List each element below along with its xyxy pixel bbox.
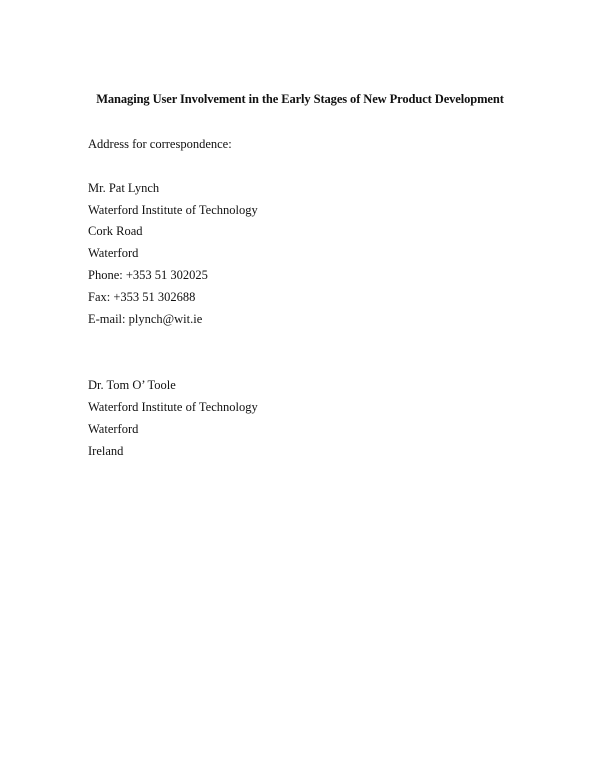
- author1-phone: Phone: +353 51 302025: [88, 268, 208, 282]
- author2-name: Dr. Tom O’ Toole: [88, 378, 176, 392]
- correspondence-label: Address for correspondence:: [88, 137, 232, 151]
- author1-street: Cork Road: [88, 224, 143, 238]
- author2-country: Ireland: [88, 444, 124, 458]
- document-title-text: Managing User Involvement in the Early Stages of New Product Development: [96, 92, 504, 106]
- author1-fax: Fax: +353 51 302688: [88, 290, 196, 304]
- author1-email: E-mail: plynch@wit.ie: [88, 312, 203, 326]
- author2-city: Waterford: [88, 422, 139, 436]
- author1-city: Waterford: [88, 246, 139, 260]
- author1-name: Mr. Pat Lynch: [88, 181, 160, 195]
- author1-institution: Waterford Institute of Technology: [88, 203, 258, 217]
- document-title: [0, 92, 600, 107]
- author2-institution: Waterford Institute of Technology: [88, 400, 258, 414]
